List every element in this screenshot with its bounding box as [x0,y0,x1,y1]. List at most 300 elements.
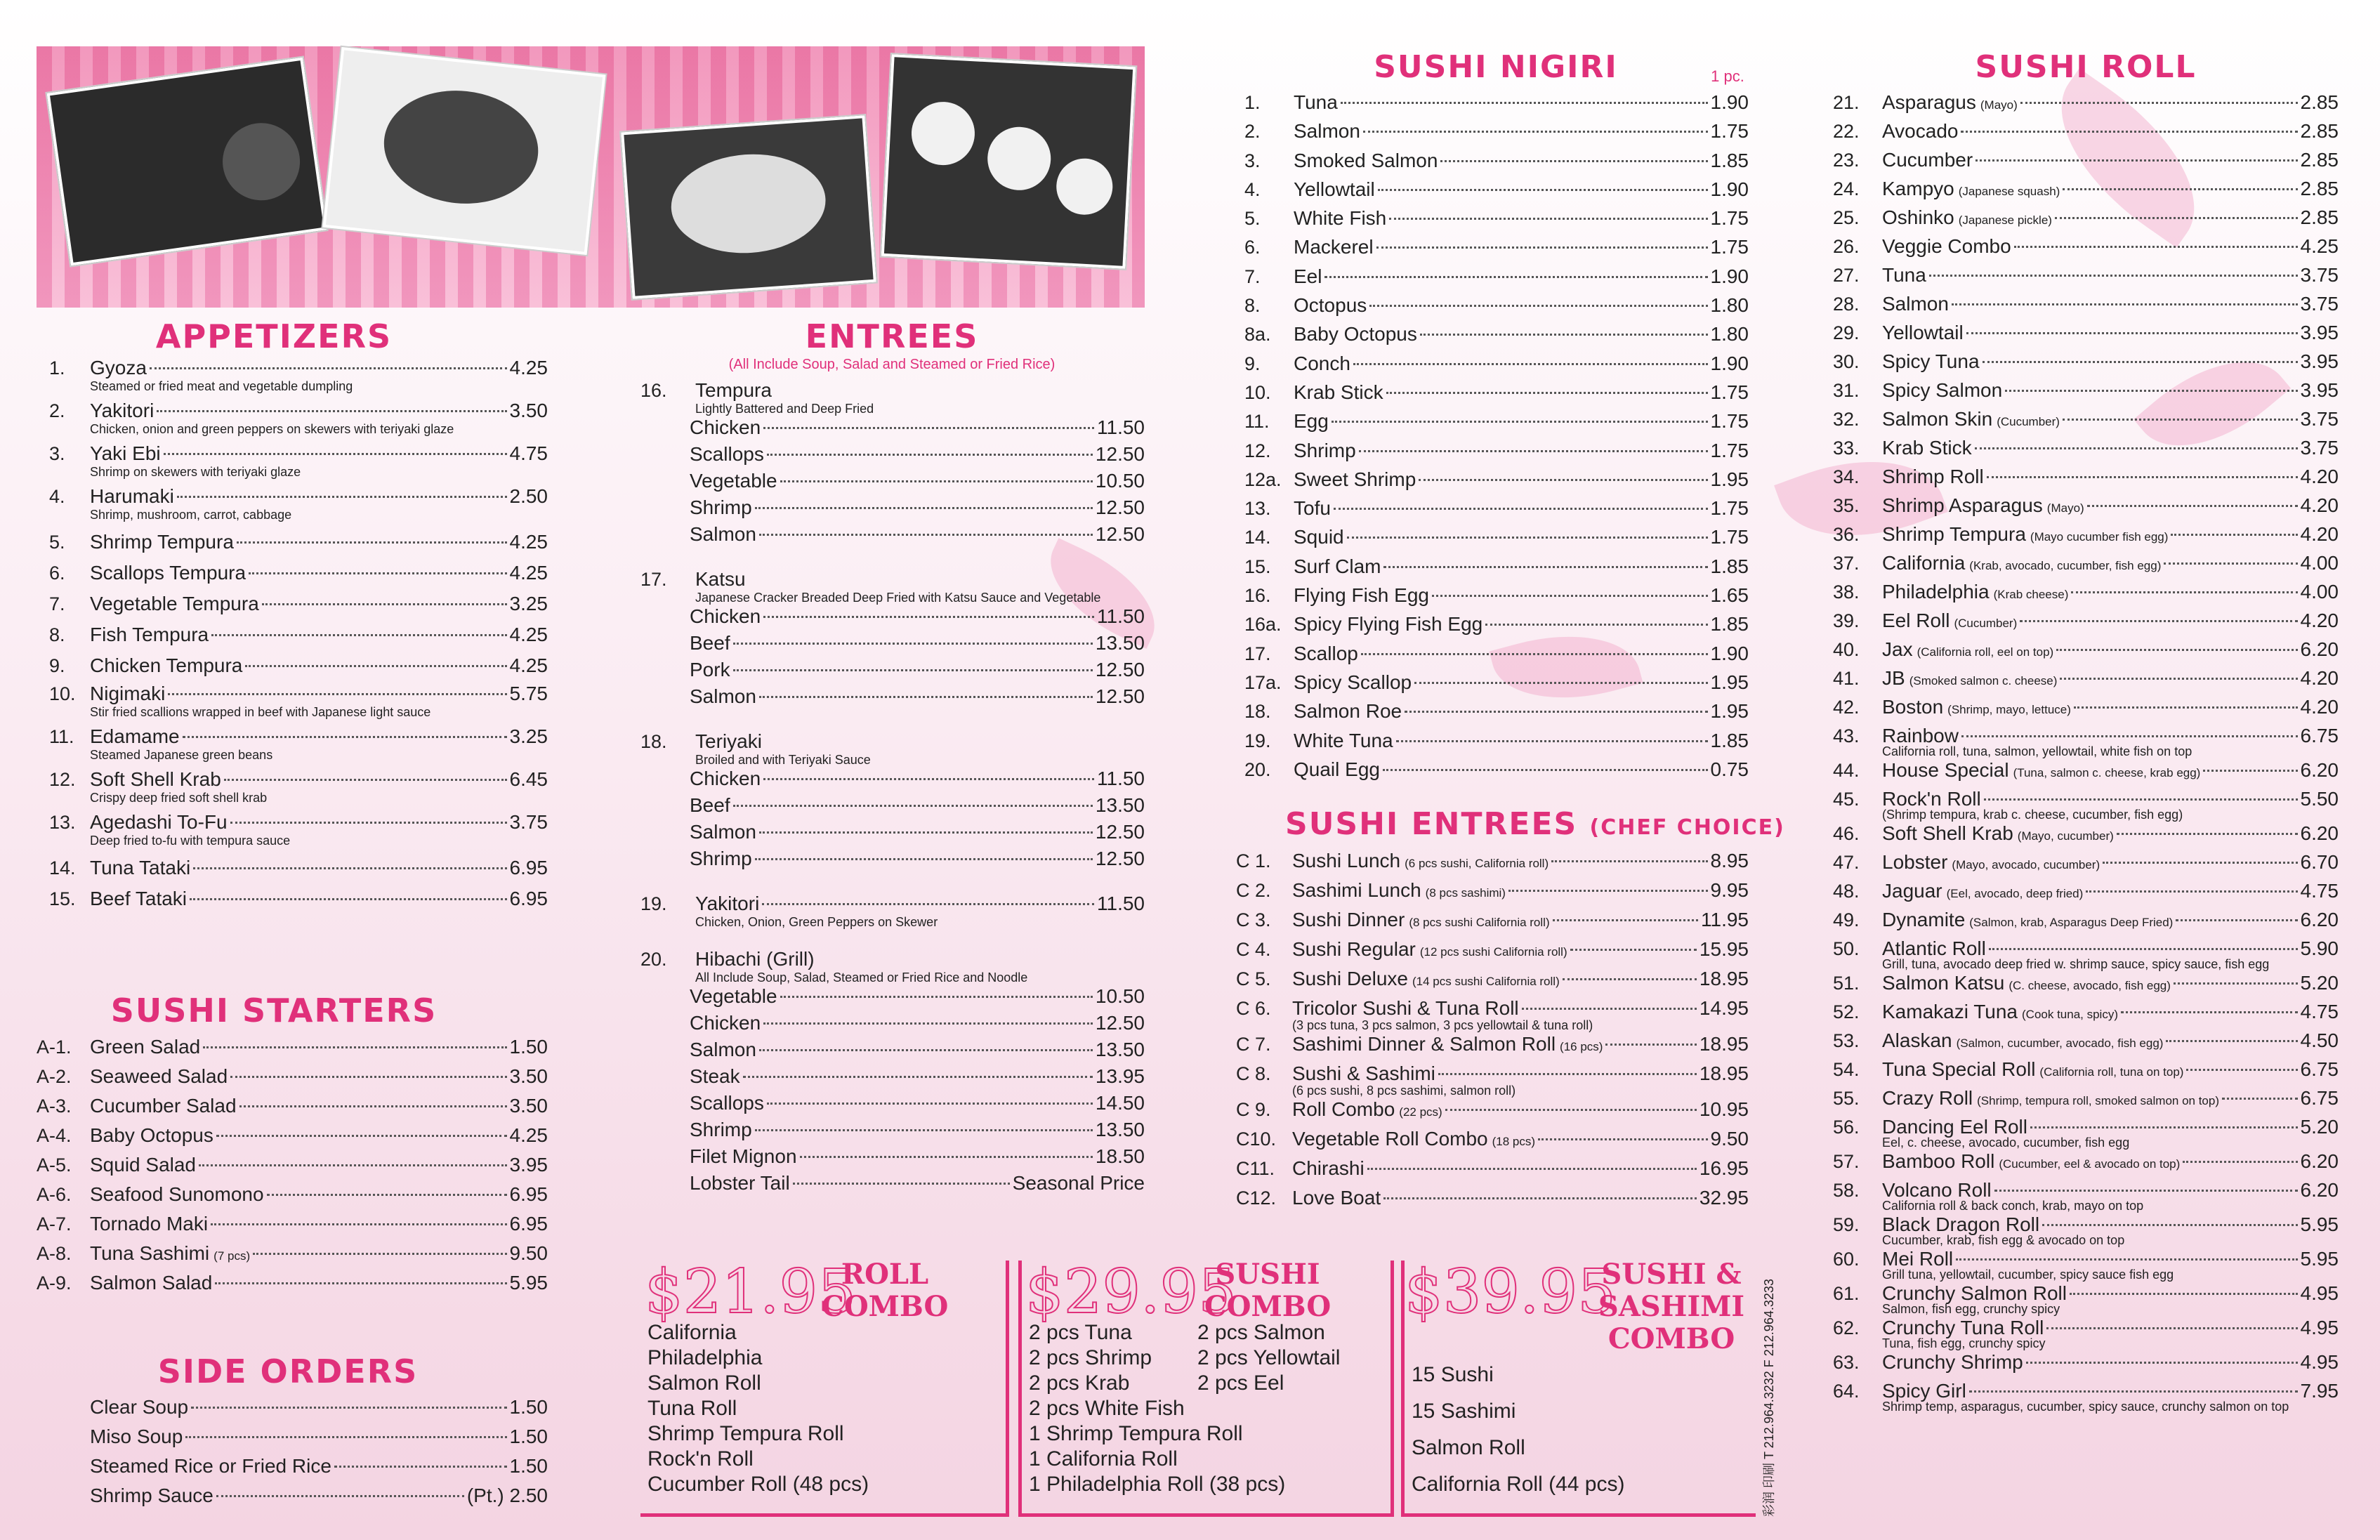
entree-group-name: Teriyaki [695,730,762,752]
dot-leader [1440,160,1707,162]
sushi-entrees-title: SUSHI ENTREES [1285,806,1578,842]
item-name: Quail Egg [1294,758,1380,780]
item-price: 2.85 [2300,120,2339,142]
item-price: 6.95 [509,857,548,878]
item-price: 4.95 [2300,1282,2339,1304]
item-price: 1.95 [1710,671,1749,693]
item-note: (Japanese pickle) [1958,213,2052,227]
item-price: 3.75 [2300,264,2339,286]
item-name: Sashimi Dinner & Salmon Roll [1292,1033,1556,1055]
item-price: 1.90 [1710,352,1749,374]
combo-item: 2 pcs Eel [1197,1371,1284,1395]
item-note: (Krab, avocado, cucumber, fish egg) [1969,559,2162,572]
item-number: 55. [1833,1088,1860,1109]
item-price: 12.50 [1095,443,1145,465]
dot-leader [1438,1073,1697,1075]
item-number: 6. [1244,237,1261,258]
item-price: 11.50 [1097,416,1145,438]
item-name: White Tuna [1294,729,1393,751]
item-name: Yellowtail [1882,322,1964,343]
dot-leader [759,1049,1093,1051]
dot-leader [1563,978,1697,980]
item-price: 6.95 [509,1213,548,1235]
menu-item-row [1833,350,2339,379]
item-note: (Smoked salmon c. cheese) [1909,674,2058,687]
entree-group-name: Tempura [695,379,772,401]
dot-leader [190,898,506,900]
item-name: Salmon [690,1039,756,1060]
combo-item: 1 California Roll [1029,1447,1178,1470]
menu-item-row [1244,643,1749,671]
item-name: Egg [1294,410,1329,433]
item-note: (7 pcs) [213,1249,251,1263]
item-price: 5.95 [509,1272,548,1294]
item-price: 3.75 [2300,408,2339,430]
item-number: C 2. [1236,880,1271,901]
item-price: 1.90 [1710,265,1749,287]
item-price: 6.75 [2300,1058,2339,1080]
item-number: 19. [1244,730,1271,751]
menu-item-row [640,985,1145,1012]
dot-leader [759,696,1093,698]
item-price: 3.95 [509,1154,548,1176]
dot-leader [2070,1293,2298,1295]
item-price: 1.90 [1710,178,1749,200]
item-number: 17. [640,569,667,590]
item-name: Lobster Tail [690,1172,790,1194]
item-price: Seasonal Price [1012,1172,1145,1194]
menu-item-row [90,1455,548,1485]
combo-title-line: SUSHI & [1601,1258,1742,1291]
plate-shape [379,83,544,211]
item-number: 60. [1833,1249,1860,1270]
dot-leader [1367,1168,1697,1170]
item-price: 8.95 [1710,850,1749,871]
menu-item-row [1244,323,1749,352]
item-price: 4.00 [2300,552,2339,574]
item-number: 50. [1833,938,1860,959]
dot-leader [1420,334,1708,336]
menu-item-row [1833,759,2339,788]
menu-item-row [49,593,548,615]
item-name: Shrimp Sauce [90,1485,213,1506]
combo-title-line: ROLL [841,1258,929,1291]
dot-leader [230,1076,506,1078]
item-number: 17a. [1244,671,1282,693]
item-number: A-5. [37,1154,72,1176]
menu-item-row [1833,610,2339,638]
item-name: Sushi Lunch [1292,850,1401,871]
item-price: 4.25 [509,624,548,645]
item-name: Fish Tempura [90,624,209,645]
item-name: Tornado Maki [90,1213,209,1235]
menu-item-row [1833,149,2339,178]
item-description: Grill tuna, yellowtail, cucumber, spicy sauce fish egg [1882,1268,2174,1282]
dot-leader [2060,678,2297,680]
menu-item-row [1833,523,2339,552]
menu-item-row [1244,730,1749,758]
menu-item-row [1244,700,1749,729]
item-price: 1.75 [1710,236,1749,258]
item-price: 1.65 [1710,584,1749,607]
dot-leader [216,1495,464,1497]
entree-group-name: Hibachi (Grill) [695,948,815,970]
item-name: Love Boat [1292,1187,1381,1209]
dot-leader [230,822,507,824]
item-number: C 5. [1236,968,1271,989]
sushi-entrees-list [1236,850,1749,1216]
item-price: 12.50 [1095,523,1145,545]
dot-leader [1353,363,1708,365]
menu-item-row [49,400,548,422]
item-name: Shrimp Roll [1882,466,1984,487]
item-name: Salmon [1294,120,1360,143]
item-number: 2. [1244,121,1261,143]
item-number: 34. [1833,466,1860,487]
item-number: 35. [1833,495,1860,516]
item-description: Tuna, fish egg, crunchy spicy [1882,1336,2046,1350]
item-number: 17. [1244,643,1271,664]
item-description: Shrimp on skewers with teriyaki glaze [90,465,301,479]
item-name: White Fish [1294,207,1387,230]
menu-item-row [1833,206,2339,235]
item-number: 12. [49,769,76,790]
item-name: Salmon Katsu [1882,972,2005,994]
item-price: 5.20 [2300,1116,2339,1138]
item-price: 1.95 [1710,700,1749,723]
dot-leader [759,534,1093,536]
menu-item-row [1833,667,2339,696]
item-number: 38. [1833,581,1860,603]
item-price: 4.20 [2300,610,2339,631]
item-name: Crazy Roll [1882,1087,1973,1109]
item-number: 48. [1833,881,1860,902]
entrees-heading: ENTREES [805,317,979,355]
item-name: Squid Salad [90,1154,197,1176]
item-name: Vegetable [690,470,777,492]
menu-item-row [1833,581,2339,610]
item-price: 18.95 [1699,968,1749,989]
item-name: Rock'n Roll [1882,788,1981,810]
dot-leader [733,643,1093,645]
item-number: C 1. [1236,850,1271,871]
dot-leader [743,1076,1093,1078]
dot-leader [2046,1327,2297,1329]
menu-item-row [1833,1380,2339,1400]
menu-item-row [1833,909,2339,937]
item-name: Scallops Tempura [90,562,246,584]
item-note: (16 pcs) [1560,1040,1603,1053]
item-number: A-3. [37,1095,72,1117]
menu-item-row [640,685,1145,712]
item-note: (Salmon, cucumber, avocado, fish egg) [1956,1036,2164,1050]
item-price: 12.50 [1095,685,1145,707]
menu-item-row [1833,788,2339,808]
dot-leader [2222,1098,2298,1100]
item-description: Deep fried to-fu with tempura sauce [90,834,291,848]
item-number: 31. [1833,380,1860,401]
item-name: Atlantic Roll [1882,937,1986,959]
item-number: 27. [1833,265,1860,286]
item-name: Edamame [90,725,180,747]
combo-title-line: SUSHI [1215,1258,1320,1291]
entree-group-row [640,730,1145,753]
item-number: A-6. [37,1184,72,1205]
item-name: Scallops [690,1092,764,1114]
menu-item-row [1244,178,1749,207]
menu-item-row [1236,879,1749,909]
item-note: (Shrimp, tempura roll, smoked salmon on top) [1977,1094,2219,1107]
item-name: Spicy Salmon [1882,379,2003,401]
dot-leader [1538,1138,1707,1140]
nigiri-unit-label: 1 pc. [1711,67,1744,85]
item-number: C 3. [1236,909,1271,930]
dot-leader [1405,711,1707,713]
item-price: 15.95 [1699,938,1749,960]
item-price: 6.75 [2300,1087,2339,1109]
item-name: Krab Stick [1294,381,1383,403]
item-description: (6 pcs sushi, 8 pcs sashimi, salmon roll) [1292,1084,1516,1098]
dot-leader [1553,919,1698,921]
item-description: Steamed Japanese green beans [90,748,273,762]
menu-item-row [37,1154,548,1183]
item-price: 3.50 [509,1065,548,1087]
item-number: 54. [1833,1059,1860,1080]
menu-item-row [1244,468,1749,497]
item-number: 39. [1833,610,1860,631]
item-name: Shrimp [1294,439,1356,461]
item-note: (Japanese squash) [1958,185,2060,198]
combo-title-line: COMBO [822,1290,949,1323]
menu-item-row [1244,440,1749,468]
item-number: A-8. [37,1243,72,1264]
combo-item: 2 pcs White Fish [1029,1397,1185,1420]
item-number: 61. [1833,1283,1860,1304]
menu-item-row [1236,1033,1749,1062]
combo-item: Cucumber Roll (48 pcs) [647,1473,869,1496]
item-price: 11.50 [1097,605,1145,627]
menu-item-row [1244,526,1749,555]
menu-item-row [49,683,548,705]
item-price: 6.20 [2300,759,2339,781]
item-description: Broiled and with Teriyaki Sauce [695,753,871,767]
item-price: 4.25 [2300,235,2339,257]
entree-group-row [640,568,1145,591]
item-name: Vegetable [690,985,777,1007]
item-number: 32. [1833,409,1860,430]
dot-leader [2005,390,2297,392]
item-price: 4.20 [2300,667,2339,689]
combo-item: 2 pcs Krab [1029,1371,1130,1395]
item-note: (Cucumber, eel & avocado on top) [1999,1157,2181,1171]
combo-item: 1 Philadelphia Roll (38 pcs) [1029,1473,1286,1496]
menu-item-row [1833,494,2339,523]
item-number: 53. [1833,1030,1860,1051]
item-number: 18. [640,731,667,752]
dot-leader [245,665,506,667]
dot-leader [1386,392,1708,394]
item-name: Roll Combo [1292,1098,1395,1120]
dot-leader [1983,361,2298,363]
item-number: 2. [49,400,65,421]
item-number: C 8. [1236,1063,1271,1084]
item-name: Sashimi Lunch [1292,879,1421,901]
dot-leader [2086,890,2297,893]
item-name: Shrimp Tempura [90,531,234,553]
item-name: JB [1882,667,1905,689]
menu-item-row [49,888,548,910]
item-name: Soft Shell Krab [90,768,221,790]
item-number: 13. [49,812,76,833]
item-price: 4.20 [2300,523,2339,545]
item-number: A-4. [37,1125,72,1146]
item-note: (8 pcs sushi California roll) [1409,916,1550,929]
menu-item-row [49,442,548,465]
dot-leader [2026,1362,2298,1364]
item-price: 6.20 [2300,1150,2339,1172]
printer-credit: 彩润 印刷 T 212.964.3232 F 212.964.3233 [1762,1279,1776,1517]
item-name: Salmon Roe [1294,700,1402,723]
chef-choice-note: (CHEF CHOICE) [1589,815,1785,840]
item-price: 6.95 [509,888,548,909]
item-price: 5.90 [2300,937,2339,959]
item-name: Crunchy Tuna Roll [1882,1317,2044,1338]
item-number: C 4. [1236,939,1271,960]
item-price: 4.75 [2300,880,2339,902]
item-number: 29. [1833,322,1860,343]
dot-leader [1369,305,1707,307]
sushi-combo-items-right [1197,1320,1340,1396]
item-name: Seaweed Salad [90,1065,228,1087]
dot-leader [1929,275,2298,277]
item-price: 3.50 [509,1095,548,1117]
item-price: 11.95 [1701,909,1749,930]
item-name: Conch [1294,352,1350,374]
sushi-combo-price: $29.95 [1025,1257,1237,1327]
item-note: (12 pcs sushi California roll) [1419,945,1567,959]
item-note: (California roll, eel on top) [1917,645,2054,659]
dot-leader [2121,1011,2298,1013]
dot-leader [199,1164,506,1166]
menu-item-row [1833,293,2339,322]
dot-leader [1605,1044,1696,1046]
dot-leader [2087,505,2298,507]
dot-leader [2203,770,2297,772]
dot-leader [759,831,1093,834]
item-price: 1.75 [1710,381,1749,403]
item-name: Boston [1882,696,1944,718]
dot-leader [1994,1190,2298,1192]
dot-leader [1341,102,1708,104]
dot-leader [249,572,506,574]
menu-item-row [1236,909,1749,938]
menu-item-row [1833,822,2339,851]
item-name: Lobster [1882,851,1948,873]
item-number: 42. [1833,697,1860,718]
sushi-sashimi-combo-items [1412,1357,1624,1503]
entrees-list [640,379,1145,1199]
item-name: Chirashi [1292,1157,1365,1179]
item-number: 56. [1833,1117,1860,1138]
item-number: 41. [1833,668,1860,689]
dot-leader [1383,1197,1697,1199]
dot-leader [1361,653,1708,655]
dot-leader [2164,562,2297,565]
menu-item-row [37,1036,548,1065]
menu-item-row [1833,1116,2339,1136]
item-number: 14. [1244,527,1271,548]
item-price: 1.80 [1710,323,1749,345]
item-name: Octopus [1294,294,1367,317]
menu-item-row [1833,696,2339,725]
item-name: Gyoza [90,357,147,379]
item-number: 22. [1833,121,1860,142]
item-price: 11.50 [1097,893,1145,914]
dot-leader [1376,246,1708,249]
item-price: 1.85 [1710,729,1749,751]
item-price: 11.50 [1097,768,1145,789]
item-description: Eel, c. cheese, avocado, cucumber, fish egg [1882,1136,2130,1150]
item-note: (Shrimp, mayo, lettuce) [1947,703,2071,716]
menu-item-row [37,1095,548,1124]
item-price: 10.95 [1699,1098,1749,1120]
item-note: (Mayo, cucumber) [2017,829,2114,843]
item-name: Miso Soup [90,1426,183,1447]
entree-group-row [640,948,1145,970]
dot-leader [267,1194,507,1196]
dot-leader [193,867,506,869]
combo-item: Philadelphia [647,1346,763,1369]
menu-item-row [1833,322,2339,350]
sushi-combo-title [1201,1258,1334,1323]
item-number: 57. [1833,1151,1860,1172]
menu-item-row [37,1065,548,1095]
item-number: 62. [1833,1317,1860,1338]
item-description: Steamed or fried meat and vegetable dumpling [90,379,353,393]
dot-leader [1432,595,1708,597]
menu-item-row [1244,758,1749,787]
item-name: Eel [1294,265,1322,287]
item-name: Kampyo [1882,178,1954,199]
item-name: Salmon [690,523,756,545]
menu-item-row [640,768,1145,794]
dot-leader [2166,1040,2297,1042]
item-price: 14.50 [1095,1092,1145,1114]
menu-item-row [640,443,1145,470]
item-price: 1.95 [1710,468,1749,490]
item-name: Chicken [690,1012,761,1034]
menu-item-row [640,848,1145,874]
dot-leader [755,507,1093,509]
item-price: 5.50 [2300,788,2339,810]
dot-leader [1952,303,2298,305]
item-number: 5. [1244,208,1261,230]
item-price: 6.70 [2300,851,2339,873]
sushi-roll-heading: SUSHI ROLL [1975,49,2197,85]
menu-item-row [49,531,548,553]
item-name: Nigimaki [90,683,166,704]
item-name: Sushi & Sashimi [1292,1062,1435,1084]
item-name: Spicy Flying Fish Egg [1294,613,1483,636]
dot-leader [215,1282,506,1284]
appetizers-heading: APPETIZERS [155,317,393,355]
sushi-starters-heading: SUSHI STARTERS [110,992,438,1029]
dot-leader [1378,189,1708,191]
dot-leader [1363,131,1708,133]
item-name: Shrimp Asparagus [1882,494,2043,516]
menu-item-row [640,794,1145,821]
item-description: Grill, tuna, avocado deep fried w. shrimp sauce, spicy sauce, fish egg [1882,957,2270,971]
